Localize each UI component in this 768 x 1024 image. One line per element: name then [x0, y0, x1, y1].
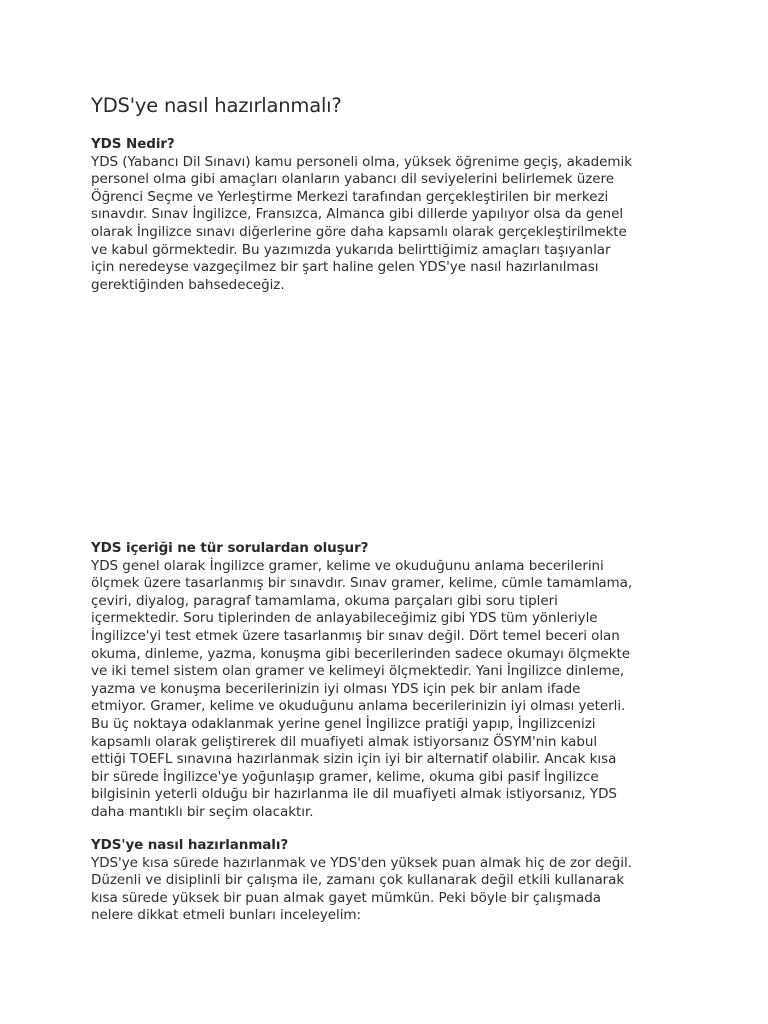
text-line: bir sürede İngilizce'ye yoğunlaşıp gramer, kelime, okuma gibi pasif İngilizce — [91, 768, 599, 785]
text-line: içermektedir. Soru tiplerinden de anlayabileceğimiz gibi YDS tüm yönleriyle — [91, 610, 598, 627]
text-line: bilgisinin yeterli olduğu bir hazırlanma ile dil muafiyeti almak istiyorsanız, YDS — [91, 786, 617, 803]
text-line: yazma ve konuşma becerilerinizin iyi olması YDS için pek bir anlam ifade — [91, 680, 581, 697]
text-line: nelere dikkat etmeli bunları inceleyelim: — [91, 907, 362, 924]
text-line: ölçmek üzere tasarlanmış bir sınavdır. Sınav gramer, kelime, cümle tamamlama, — [91, 575, 633, 592]
text-line: İngilizce'yi test etmek üzere tasarlanmış bir sınav değil. Dört temel beceri olan — [91, 627, 620, 644]
section-body — [91, 154, 691, 295]
text-line: kapsamlı olarak geliştirerek dil muafiyeti almak istiyorsanız ÖSYM'nin kabul — [91, 733, 598, 750]
text-line: Düzenli ve disiplinli bir çalışma ile, zamanı çok kullanarak değil etkili kullanarak — [91, 872, 625, 889]
text-line: çeviri, diyalog, paragraf tamamlama, okuma parçaları gibi soru tipleri — [91, 592, 558, 609]
text-line: daha mantıklı bir seçim olacaktır. — [91, 803, 314, 820]
section-nasil-hazirlanmali — [91, 837, 691, 925]
text-line: etmiyor. Gramer, kelime ve okuduğunu anlama becerilerinizin iyi olması yeterli. — [91, 698, 626, 715]
text-line: Öğrenci Seçme ve Yerleştirme Merkezi tarafından gerçekleştirilen bir merkezi — [91, 188, 609, 205]
text-line: personel olma gibi amaçları olanların yabancı dil seviyelerini belirlemek üzere — [91, 171, 614, 188]
text-line: okuma, dinleme, yazma, konuşma gibi becerilerinden sadece okumayı ölçmekte — [91, 645, 630, 662]
text-line: ve kabul görmektedir. Bu yazımızda yukarıda belirttiğimiz amaçları taşıyanlar — [91, 241, 611, 258]
text-line: kısa sürede yüksek bir puan almak gayet mümkün. Peki böyle bir çalışmada — [91, 889, 601, 906]
text-line: YDS'ye kısa sürede hazırlanmak ve YDS'den yüksek puan almak hiç de zor değil. — [91, 854, 632, 871]
text-line: YDS (Yabancı Dil Sınavı) kamu personeli olma, yüksek öğrenime geçiş, akademik — [91, 153, 632, 170]
section-yds-nedir — [91, 136, 691, 294]
section-heading: YDS'ye nasıl hazırlanmalı? — [91, 837, 289, 853]
text-line: Bu üç noktaya odaklanmak yerine genel İngilizce pratiği yapıp, İngilizcenizi — [91, 715, 596, 732]
text-line: ve iki temel sistem olan gramer ve kelimeyi ölçmektedir. Yani İngilizce dinleme, — [91, 663, 625, 680]
section-body — [91, 855, 691, 925]
text-line: gerektiğinden bahsedeceğiz. — [91, 276, 285, 293]
text-line: olarak İngilizce sınavı diğerlerine göre daha kapsamlı olarak gerçekleştirilmekte — [91, 223, 627, 240]
section-yds-icerigi — [91, 540, 691, 822]
section-body — [91, 558, 691, 822]
section-heading: YDS içeriği ne tür sorulardan oluşur? — [91, 540, 369, 556]
text-line: sınavdır. Sınav İngilizce, Fransızca, Almanca gibi dillerde yapılıyor olsa da genel — [91, 206, 624, 223]
text-line: YDS genel olarak İngilizce gramer, kelime ve okuduğunu anlama becerilerini — [91, 557, 604, 574]
section-heading: YDS Nedir? — [91, 136, 175, 152]
text-line: ettiği TOEFL sınavına hazırlanmak sizin için iyi bir alternatif olabilir. Ancak kısa — [91, 751, 617, 768]
text-line: için neredeyse vazgeçilmez bir şart haline gelen YDS'ye nasıl hazırlanılması — [91, 259, 599, 276]
page-title: YDS'ye nasıl hazırlanmalı? — [91, 94, 342, 117]
